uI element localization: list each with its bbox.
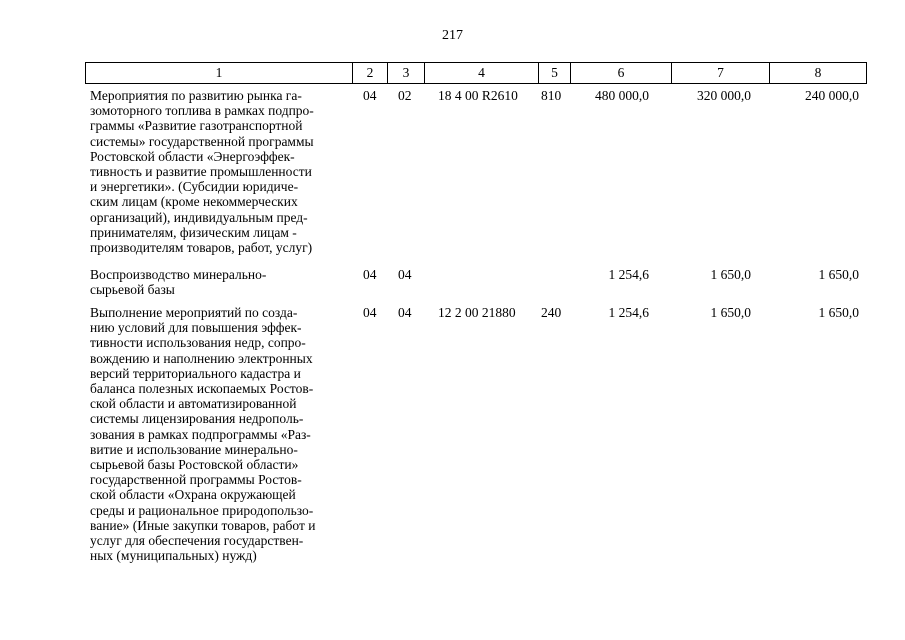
header-col-2: 2 (353, 63, 388, 84)
header-col-4: 4 (425, 63, 539, 84)
row-subsection: 02 (398, 88, 412, 103)
table-body (85, 88, 865, 570)
row-sum-col-6: 480 000,0 (595, 88, 649, 103)
table-row (85, 305, 865, 570)
header-col-1: 1 (86, 63, 353, 84)
page-number: 217 (442, 28, 463, 43)
header-col-8: 8 (770, 63, 867, 84)
table-row (85, 267, 865, 305)
header-col-3: 3 (388, 63, 425, 84)
row-sum-col-7: 1 650,0 (710, 305, 751, 320)
header-col-5: 5 (539, 63, 571, 84)
row-section: 04 (363, 88, 377, 103)
row-sum-col-7: 320 000,0 (697, 88, 751, 103)
row-target-article: 12 2 00 21880 (438, 305, 516, 320)
row-section: 04 (363, 305, 377, 320)
row-sum-col-8: 1 650,0 (818, 267, 859, 282)
row-subsection: 04 (398, 267, 412, 282)
row-section: 04 (363, 267, 377, 282)
row-expense-type: 240 (541, 305, 562, 320)
column-number-header (85, 62, 867, 84)
row-description: Мероприятия по развитию рынка га- зомоторного топлива в рамках подпро- граммы «Развитие газотранспортной системы» государственной программы Ростовской области «Энергоэффек- тивность и развитие промышленности и энергетики». (Субсидии юридиче- ским лицам (кроме некоммерческих организаций), индивидуальным пред- принимателям, физическим лицам - производителям товаров, работ, услуг) (90, 88, 314, 256)
row-sum-col-6: 1 254,6 (608, 305, 649, 320)
row-description: Воспроизводство минерально- сырьевой базы (90, 267, 267, 298)
header-row (86, 63, 867, 84)
row-target-article: 18 4 00 R2610 (438, 88, 518, 103)
table-row (85, 88, 865, 267)
row-sum-col-8: 240 000,0 (805, 88, 859, 103)
header-col-7: 7 (672, 63, 770, 84)
header-col-6: 6 (571, 63, 672, 84)
row-subsection: 04 (398, 305, 412, 320)
row-expense-type: 810 (541, 88, 562, 103)
row-sum-col-8: 1 650,0 (818, 305, 859, 320)
row-description: Выполнение мероприятий по созда- нию условий для повышения эффек- тивности использования недр, сопро- вождению и наполнению электронных версий территориального кадастра и баланса полезных ископаемых Ростов- ской области и автоматизированной системы лицензирования недрополь- зования в рамках подпрограммы «Раз- витие и использование минерально- сырьевой базы Ростовской области» государственной программы Ростов- ской области «Охрана окружающей среды и рациональное природопользо- вание» (Иные закупки товаров, работ и услуг для обеспечения государствен- ных (муниципальных) нужд) (90, 305, 316, 564)
row-sum-col-7: 1 650,0 (710, 267, 751, 282)
row-sum-col-6: 1 254,6 (608, 267, 649, 282)
